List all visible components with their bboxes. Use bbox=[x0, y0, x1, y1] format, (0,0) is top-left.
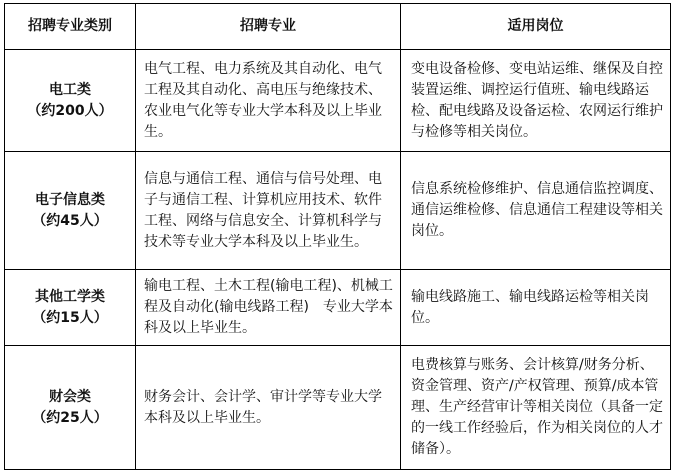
category-cell bbox=[5, 152, 136, 270]
post-cell: 变电设备检修、变电站运维、继保及自控装置运维、调控运行值班、输电线路运检、配电线路及设备运检、农网运行维护与检修等相关岗位。 bbox=[401, 50, 671, 152]
header-post: 适用岗位 bbox=[401, 4, 671, 50]
header-category: 招聘专业类别 bbox=[5, 4, 136, 50]
category-cell bbox=[5, 270, 136, 346]
post-cell: 输电线路施工、输电线路运检等相关岗位。 bbox=[401, 270, 671, 346]
header-major: 招聘专业 bbox=[136, 4, 401, 50]
category-cell bbox=[5, 50, 136, 152]
category-name: 电子信息类 bbox=[35, 191, 105, 208]
post-cell: 信息系统检修维护、信息通信监控调度、通信运维检修、信息通信工程建设等相关岗位。 bbox=[401, 152, 671, 270]
category-count: （约25人） bbox=[32, 409, 108, 426]
recruitment-table bbox=[4, 3, 671, 470]
table-row bbox=[5, 152, 671, 270]
table-row bbox=[5, 270, 671, 346]
category-count: （约45人） bbox=[32, 212, 108, 229]
category-cell bbox=[5, 346, 136, 470]
category-name: 电工类 bbox=[49, 81, 91, 98]
header-row bbox=[5, 4, 671, 50]
post-cell: 电费核算与账务、会计核算/财务分析、资金管理、资产/产权管理、预算/成本管理、生产经营审计等相关岗位（具备一定的一线工作经验后，作为相关岗位的人才储备）。 bbox=[401, 346, 671, 470]
major-cell: 输电工程、土木工程(输电工程)、机械工程及自动化(输电线路工程) 专业大学本科及以上毕业生。 bbox=[136, 270, 401, 346]
category-name: 其他工学类 bbox=[35, 288, 105, 305]
table-row bbox=[5, 346, 671, 470]
table-row bbox=[5, 50, 671, 152]
category-count: （约200人） bbox=[27, 102, 113, 119]
major-cell: 信息与通信工程、通信与信号处理、电子与通信工程、计算机应用技术、软件工程、网络与信息安全、计算机科学与技术等专业大学本科及以上毕业生。 bbox=[136, 152, 401, 270]
category-count: （约15人） bbox=[32, 309, 108, 326]
major-cell: 财务会计、会计学、审计学等专业大学本科及以上毕业生。 bbox=[136, 346, 401, 470]
category-name: 财会类 bbox=[49, 388, 91, 405]
major-cell: 电气工程、电力系统及其自动化、电气工程及其自动化、高电压与绝缘技术、农业电气化等专业大学本科及以上毕业生。 bbox=[136, 50, 401, 152]
